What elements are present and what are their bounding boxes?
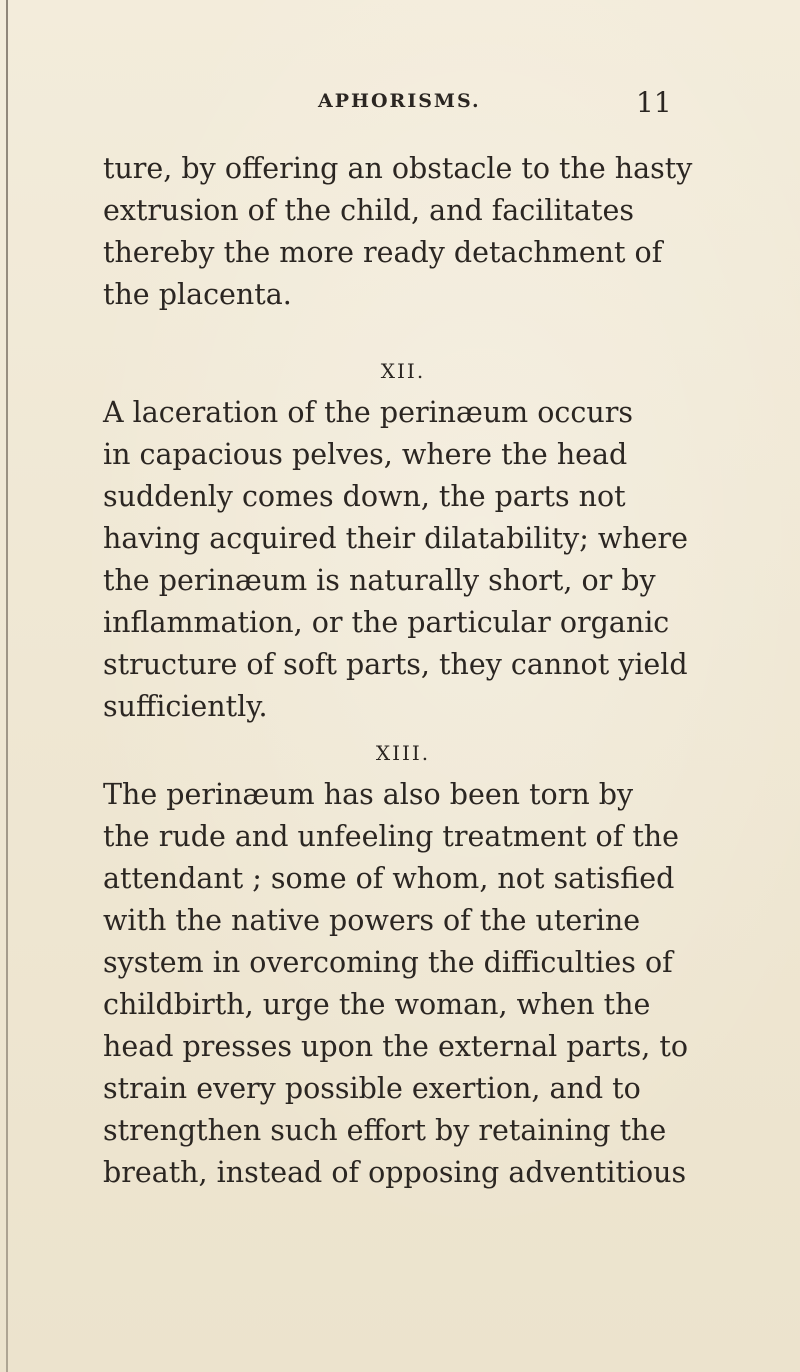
section-xiii xyxy=(103,732,703,1194)
text-line: the perinæum is naturally short, or by xyxy=(103,564,656,597)
text-line: The perinæum has also been torn by xyxy=(103,778,634,811)
text-line: sufficiently. xyxy=(103,690,268,723)
text-line: having acquired their dilatability; where xyxy=(103,522,688,555)
page-gutter-edge xyxy=(6,0,8,1372)
section-heading-xii: XII. xyxy=(380,359,426,383)
text-line: breath, instead of opposing adventitious xyxy=(103,1156,687,1189)
body-text xyxy=(103,148,703,1194)
running-title: APHORISMS. xyxy=(318,90,481,112)
text-line: childbirth, urge the woman, when the xyxy=(103,988,651,1021)
section-gap xyxy=(103,316,703,350)
running-head xyxy=(0,86,800,126)
text-line: thereby the more ready detachment of xyxy=(103,236,663,269)
text-line: extrusion of the child, and facilitates xyxy=(103,194,634,227)
text-line: system in overcoming the difficulties of xyxy=(103,946,673,979)
text-line: inflammation, or the particular organic xyxy=(103,606,670,639)
section-xii xyxy=(103,350,703,728)
text-line: the placenta. xyxy=(103,278,292,311)
text-line: in capacious pelves, where the head xyxy=(103,438,628,471)
text-line: structure of soft parts, they cannot yield xyxy=(103,648,688,681)
text-line: with the native powers of the uterine xyxy=(103,904,641,937)
text-line: strengthen such effort by retaining the xyxy=(103,1114,667,1147)
text-line: strain every possible exertion, and to xyxy=(103,1072,641,1105)
page-number: 11 xyxy=(636,86,672,119)
text-line: the rude and unfeeling treatment of the xyxy=(103,820,679,853)
text-line: suddenly comes down, the parts not xyxy=(103,480,626,513)
text-line: ture, by offering an obstacle to the hasty xyxy=(103,152,693,185)
text-line: head presses upon the external parts, to xyxy=(103,1030,689,1063)
text-line: A laceration of the perinæum occurs xyxy=(103,396,633,429)
text-line: attendant ; some of whom, not satisfied xyxy=(103,862,675,895)
paragraph-continued xyxy=(103,148,703,316)
section-heading-xiii: XIII. xyxy=(375,741,431,765)
